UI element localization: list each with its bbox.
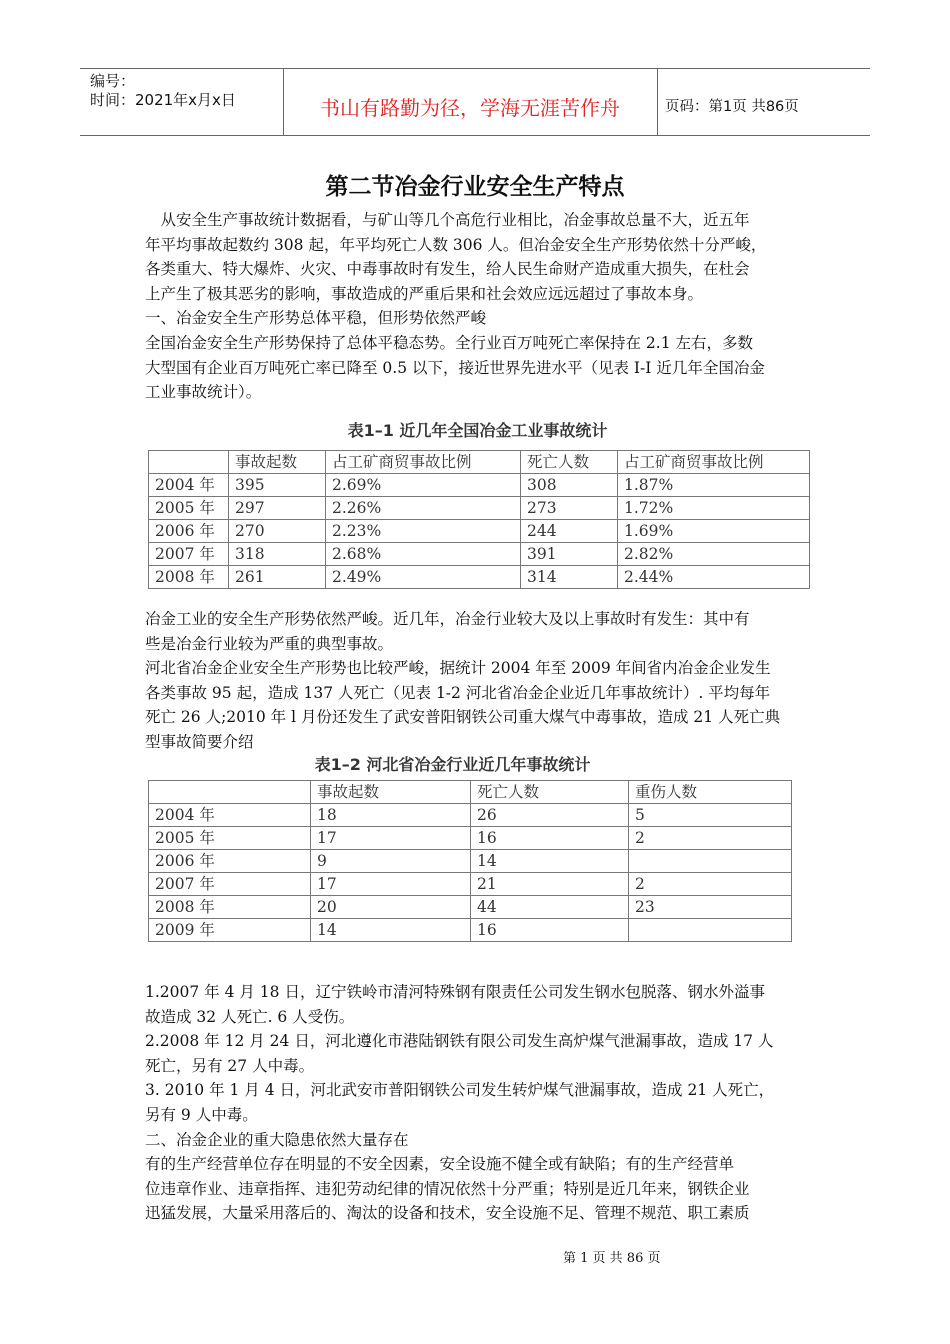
table-row (149, 919, 792, 942)
page-footer: 第 1 页 共 86 页 (563, 1251, 661, 1266)
table-row (149, 474, 810, 497)
table-cell: 2004 年 (149, 474, 229, 497)
table-row (149, 850, 792, 873)
text-line: 年平均事故起数约 308 起，年平均死亡人数 306 人。但冶金安全生产形势依然十分严峻， (145, 235, 767, 254)
text-line: 1.2007 年 4 月 18 日，辽宁铁岭市清河特殊钢有限责任公司发生钢水包脱落、钢水外溢事 (145, 983, 765, 1001)
header-page-info: 页码：第1页 共86页 (665, 99, 799, 115)
table-header-row (149, 451, 810, 474)
document-number-label: 编号： (90, 72, 136, 90)
table-cell: 2006 年 (149, 850, 311, 873)
table-cell: 2 (629, 873, 792, 896)
table-row (149, 520, 810, 543)
header-motto: 书山有路勤为径，学海无涯苦作舟 (320, 96, 620, 120)
table-cell: 44 (471, 896, 629, 919)
table-cell: 1.87% (618, 474, 810, 497)
text-line: 3. 2010 年 1 月 4 日，河北武安市普阳钢铁公司发生转炉煤气泄漏事故，造成 21 人死亡， (145, 1081, 775, 1100)
table-header-cell (149, 781, 311, 804)
table-cell: 17 (311, 873, 471, 896)
table-header-cell: 死亡人数 (521, 451, 618, 474)
table-cell: 2.82% (618, 543, 810, 566)
table1-caption: 表1–1 近几年全国冶金工业事故统计 (347, 421, 608, 440)
table-cell: 297 (229, 497, 326, 520)
table-row (149, 543, 810, 566)
table1 (148, 450, 810, 589)
header-meta (90, 72, 236, 110)
table-cell (629, 850, 792, 873)
text-line: 些是冶金行业较为严重的典型事故。 (145, 634, 394, 653)
text-line: 各类重大、特大爆炸、火灾、中毒事故时有发生，给人民生命财产造成重大损失，在杜会 (145, 260, 750, 279)
table-cell: 2 (629, 827, 792, 850)
table-cell: 14 (311, 919, 471, 942)
table-cell: 2008 年 (149, 896, 311, 919)
table-cell: 2004 年 (149, 804, 311, 827)
table-row (149, 804, 792, 827)
text-line: 冶金工业的安全生产形势依然严峻。近几年，冶金行业较大及以上事故时有发生：其中有 (145, 610, 750, 628)
table-header-cell: 占工矿商贸事故比例 (326, 451, 521, 474)
table-header-cell: 重伤人数 (629, 781, 792, 804)
table-cell: 2009 年 (149, 919, 311, 942)
subheading: 一、冶金安全生产形势总体平稳，但形势依然严峻 (145, 309, 487, 328)
table-cell: 16 (471, 827, 629, 850)
text-line: 工业事故统计）。 (145, 383, 262, 402)
header-divider (657, 68, 658, 135)
table-cell: 2.69% (326, 474, 521, 497)
text-line: 从安全生产事故统计数据看，与矿山等几个高危行业相比，冶金事故总量不大，近五年 (145, 211, 750, 229)
table-row (149, 873, 792, 896)
table-header-row (149, 781, 792, 804)
text-line: 型事故简要介绍 (145, 732, 254, 751)
table-cell: 2008 年 (149, 566, 229, 589)
text-line: 各类事故 95 起，造成 137 人死亡（见表 1-2 河北省冶金企业近几年事故统计）. 平均每年 (145, 683, 771, 702)
text-line: 故造成 32 人死亡. 6 人受伤。 (145, 1007, 355, 1026)
table-cell: 395 (229, 474, 326, 497)
table-cell: 2.49% (326, 566, 521, 589)
table-header-cell: 占工矿商贸事故比例 (618, 451, 810, 474)
table-cell: 244 (521, 520, 618, 543)
text-line: 上产生了极其恶劣的影响，事故造成的严重后果和社会效应远远超过了事故本身。 (145, 284, 704, 303)
table-cell: 2007 年 (149, 543, 229, 566)
table-cell: 2006 年 (149, 520, 229, 543)
table-header-cell (149, 451, 229, 474)
table-cell: 2005 年 (149, 497, 229, 520)
table-row (149, 827, 792, 850)
table-cell (629, 919, 792, 942)
table-cell: 2007 年 (149, 873, 311, 896)
text-line: 大型国有企业百万吨死亡率已降至 0.5 以下，接近世界先进水平（见表 I-I 近几年全国冶金 (145, 358, 765, 377)
table-cell: 26 (471, 804, 629, 827)
intro-text (145, 208, 810, 405)
table-cell: 318 (229, 543, 326, 566)
table-row (149, 896, 792, 919)
text-line: 迅猛发展，大量采用落后的、淘汰的设备和技术，安全设施不足、管理不规范、职工素质 (145, 1204, 750, 1223)
table-cell: 261 (229, 566, 326, 589)
table-cell: 20 (311, 896, 471, 919)
table-cell: 1.69% (618, 520, 810, 543)
table-cell: 2.23% (326, 520, 521, 543)
middle-text (145, 607, 810, 755)
header-bottom-rule (80, 135, 870, 136)
text-line: 河北省冶金企业安全生产形势也比较严峻，据统计 2004 年至 2009 年间省内冶金企业发生 (145, 659, 771, 678)
table-header-cell: 死亡人数 (471, 781, 629, 804)
table-cell: 270 (229, 520, 326, 543)
table-cell: 5 (629, 804, 792, 827)
table-cell: 2005 年 (149, 827, 311, 850)
table-cell: 23 (629, 896, 792, 919)
table2-caption: 表1–2 河北省冶金行业近几年事故统计 (314, 755, 591, 774)
text-line: 全国冶金安全生产形势保持了总体平稳态势。全行业百万吨死亡率保持在 2.1 左右，多数 (145, 333, 754, 352)
table-row (149, 566, 810, 589)
table-cell: 308 (521, 474, 618, 497)
document-date: 时间：2021年x月x日 (90, 91, 236, 109)
text-line: 2.2008 年 12 月 24 日，河北遵化市港陆钢铁有限公司发生高炉煤气泄漏事故，造成 17 人 (145, 1032, 774, 1051)
subheading: 二、冶金企业的重大隐患依然大量存在 (145, 1130, 409, 1149)
text-line: 另有 9 人中毒。 (145, 1105, 258, 1124)
table-cell: 16 (471, 919, 629, 942)
table-row (149, 497, 810, 520)
text-line: 死亡 26 人;2010 年 l 月份还发生了武安普阳钢铁公司重大煤气中毒事故，造成 21 人死亡典 (145, 708, 781, 727)
table-cell: 17 (311, 827, 471, 850)
table-cell: 273 (521, 497, 618, 520)
table-cell: 2.44% (618, 566, 810, 589)
table-cell: 1.72% (618, 497, 810, 520)
table-header-cell: 事故起数 (311, 781, 471, 804)
text-line: 有的生产经营单位存在明显的不安全因素，安全设施不健全或有缺陷；有的生产经营单 (145, 1155, 735, 1174)
header-top-rule (80, 68, 870, 69)
closing-text (145, 980, 810, 1226)
table-header-cell: 事故起数 (229, 451, 326, 474)
table-cell: 314 (521, 566, 618, 589)
text-line: 位违章作业、违章指挥、违犯劳动纪律的情况依然十分严重；特别是近几年来，钢铁企业 (145, 1179, 750, 1198)
table-cell: 2.26% (326, 497, 521, 520)
table-cell: 2.68% (326, 543, 521, 566)
table-cell: 14 (471, 850, 629, 873)
text-line: 死亡，另有 27 人中毒。 (145, 1056, 315, 1075)
table-cell: 9 (311, 850, 471, 873)
section-title: 第二节冶金行业安全生产特点 (325, 174, 625, 200)
table2 (148, 780, 792, 942)
table-cell: 21 (471, 873, 629, 896)
table-cell: 18 (311, 804, 471, 827)
table-cell: 391 (521, 543, 618, 566)
